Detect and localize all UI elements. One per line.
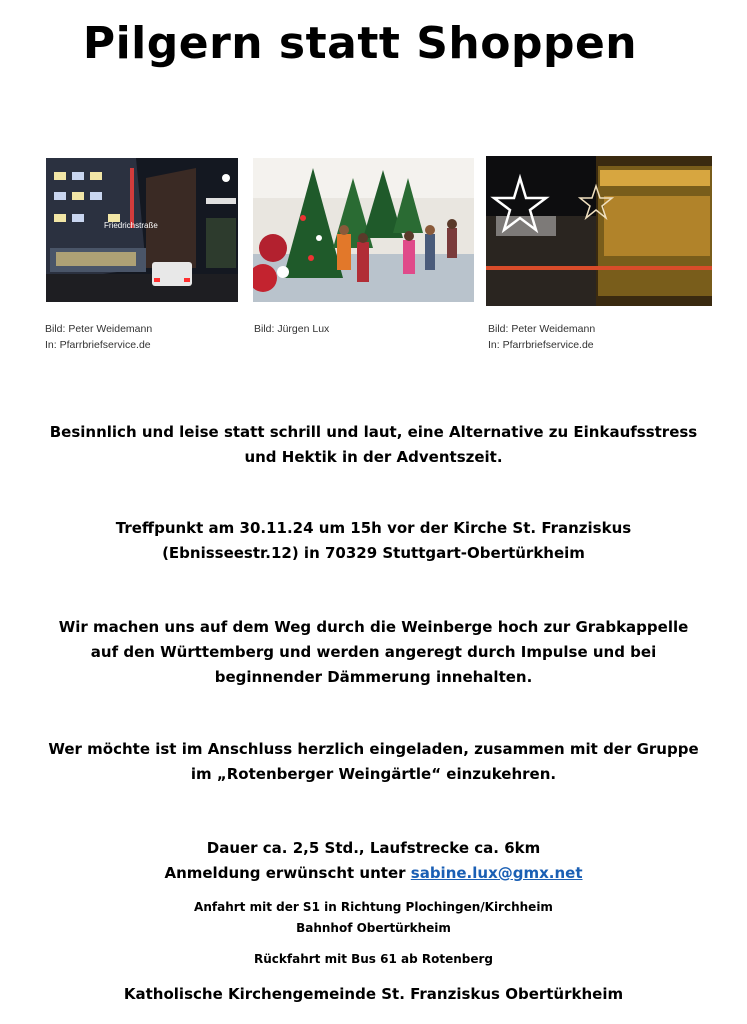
caption-credit: Bild: Peter Weidemann <box>488 323 596 335</box>
duration-text: Dauer ca. 2,5 Std., Laufstrecke ca. 6km <box>206 839 541 857</box>
christmas-trees-image <box>253 158 474 302</box>
page-title: Pilgern statt Shoppen <box>82 18 638 69</box>
caption-credit: Bild: Jürgen Lux <box>254 323 330 335</box>
photo-caption-3 <box>488 321 708 353</box>
caption-credit: Bild: Peter Weidemann <box>45 323 153 335</box>
meeting-paragraph: Treffpunkt am 30.11.24 um 15h vor der Kirche St. Franziskus (Ebnisseestr.12) in 70329 Stuttgart-Obertürkheim <box>115 519 632 562</box>
intro-paragraph: Besinnlich und leise statt schrill und laut, eine Alternative zu Einkaufsstress und Hektik in der Adventszeit. <box>49 423 698 466</box>
registration-line: Anmeldung erwünscht unter sabine.lux@gmx.net <box>164 864 583 882</box>
photo-christmas-trees <box>253 158 474 302</box>
caption-source: In: Pfarrbriefservice.de <box>488 339 594 351</box>
night-street-image <box>46 158 238 302</box>
photo-night-street <box>46 158 238 302</box>
route-paragraph: Wir machen uns auf dem Weg durch die Weinberge hoch zur Grabkappelle auf den Württemberg und werden angeregt durch Impulse und bei beginnender Dämmerung innehalten. <box>58 618 689 686</box>
arrival-info: Anfahrt mit der S1 in Richtung Plochingen/Kirchheim Bahnhof Obertürkheim <box>194 900 553 935</box>
star-lights-image <box>486 156 712 306</box>
photo-caption-1 <box>45 321 245 353</box>
street-sign: Friedrichstraße <box>104 221 158 230</box>
details-paragraph <box>20 836 727 886</box>
return-info: Rückfahrt mit Bus 61 ab Rotenberg <box>254 952 493 966</box>
caption-source: In: Pfarrbriefservice.de <box>45 339 151 351</box>
organizer-line: Katholische Kirchengemeinde St. Franziskus Obertürkheim <box>123 985 624 1003</box>
photo-caption-2 <box>254 321 454 337</box>
email-link[interactable]: sabine.lux@gmx.net <box>410 864 583 882</box>
photo-star-lights <box>486 156 712 306</box>
invitation-paragraph: Wer möchte ist im Anschluss herzlich eingeladen, zusammen mit der Gruppe im „Rotenberger Weingärtle“ einzukehren. <box>48 740 699 783</box>
